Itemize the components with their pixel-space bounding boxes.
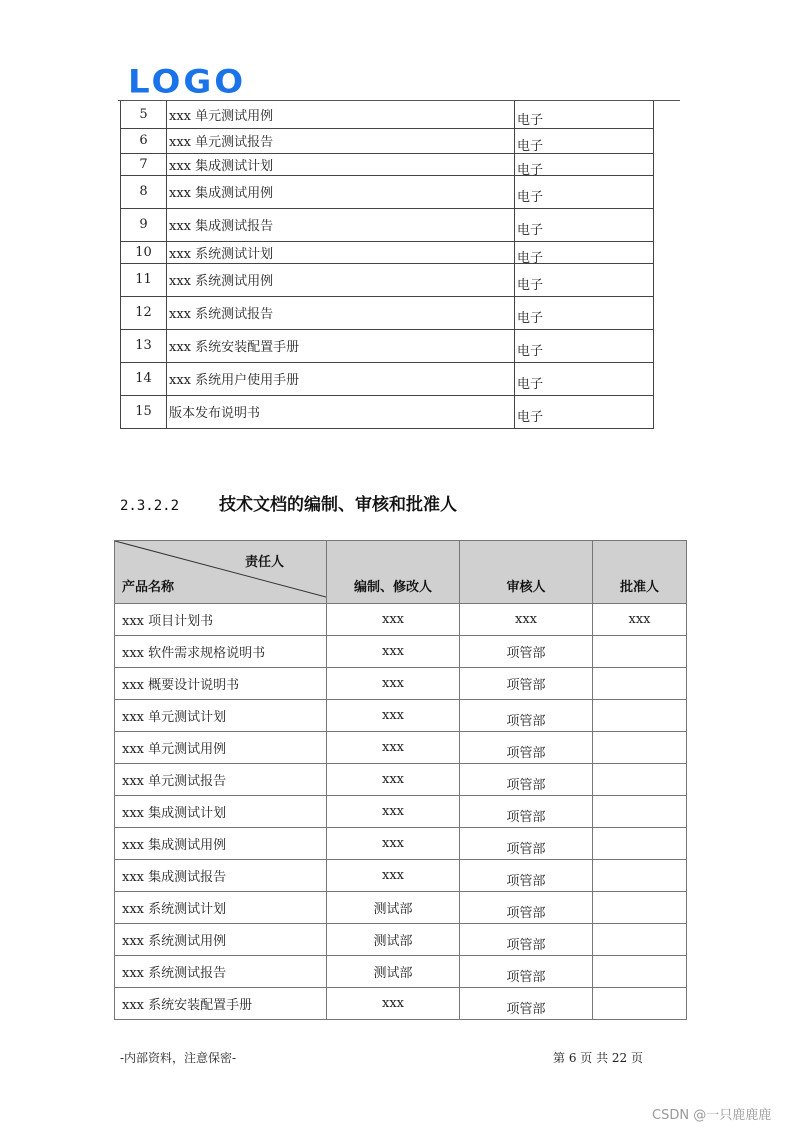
table-row <box>121 101 654 128</box>
approver-cell <box>593 828 687 860</box>
reviewer-cell <box>460 732 593 764</box>
document-type-cell <box>515 395 654 428</box>
reviewer-cell <box>460 892 593 924</box>
editor: xxx <box>382 612 404 627</box>
editor: xxx <box>382 836 404 851</box>
document-name: xxx 集成测试报告 <box>167 208 515 241</box>
row-number: 7 <box>121 153 167 175</box>
product-name-cell <box>115 668 327 700</box>
editor-cell <box>327 732 460 764</box>
reviewer: 项管部 <box>506 746 546 761</box>
row-number: 8 <box>121 175 167 208</box>
reviewer: 项管部 <box>506 778 546 793</box>
editor-cell <box>327 764 460 796</box>
editor-cell <box>327 700 460 732</box>
editor: xxx <box>382 996 404 1011</box>
approver-cell <box>593 604 687 636</box>
product-name: xxx 集成测试报告 <box>122 870 227 885</box>
reviewer: 项管部 <box>506 970 546 985</box>
approver-cell <box>593 956 687 988</box>
document-type: 电子 <box>517 190 544 205</box>
editor-cell <box>327 956 460 988</box>
reviewer-cell <box>460 764 593 796</box>
product-name: xxx 单元测试用例 <box>122 742 227 757</box>
product-name-cell <box>115 700 327 732</box>
row-number: 14 <box>121 362 167 395</box>
product-name: xxx 集成测试计划 <box>122 806 227 821</box>
editor-cell <box>327 636 460 668</box>
document-type-cell <box>515 175 654 208</box>
reviewer-cell <box>460 604 593 636</box>
document-name: xxx 系统测试计划 <box>167 241 515 263</box>
reviewer: 项管部 <box>506 646 546 661</box>
reviewer: 项管部 <box>506 810 546 825</box>
table-row <box>115 604 687 636</box>
document-name: xxx 系统安装配置手册 <box>167 329 515 362</box>
section-heading <box>120 490 457 515</box>
reviewer-cell <box>460 828 593 860</box>
table-row <box>115 668 687 700</box>
reviewer-cell <box>460 924 593 956</box>
document-type-cell <box>515 241 654 266</box>
editor: xxx <box>382 644 404 659</box>
approver: xxx <box>628 612 651 627</box>
document-type-cell <box>515 153 654 178</box>
document-type: 电子 <box>517 139 544 154</box>
document-name: xxx 单元测试用例 <box>167 101 515 128</box>
product-name: xxx 集成测试用例 <box>122 838 227 853</box>
header-approver: 批准人 <box>593 541 687 604</box>
table-row <box>115 828 687 860</box>
table-row <box>121 175 654 208</box>
approver-cell <box>593 764 687 796</box>
row-number: 6 <box>121 128 167 153</box>
table-row <box>121 329 654 362</box>
editor: 测试部 <box>373 902 413 917</box>
table-row <box>115 924 687 956</box>
row-number: 10 <box>121 241 167 263</box>
table-row <box>121 153 654 175</box>
header-reviewer: 审核人 <box>460 541 593 604</box>
document-type-cell <box>515 208 654 241</box>
editor-cell <box>327 796 460 828</box>
editor: xxx <box>382 804 404 819</box>
document-type: 电子 <box>517 410 544 425</box>
document-name: xxx 系统测试报告 <box>167 296 515 329</box>
section-number: 2.3.2.2 <box>120 498 180 514</box>
product-name: xxx 系统测试计划 <box>122 902 227 917</box>
product-name: xxx 系统测试报告 <box>122 966 227 981</box>
editor: xxx <box>382 772 404 787</box>
editor: 测试部 <box>373 966 413 981</box>
product-name-cell <box>115 988 327 1020</box>
reviewer: 项管部 <box>506 906 546 921</box>
table-row <box>115 636 687 668</box>
product-name: xxx 项目计划书 <box>122 614 214 629</box>
reviewer: 项管部 <box>506 678 546 693</box>
row-number: 12 <box>121 296 167 329</box>
editor-cell <box>327 604 460 636</box>
row-number: 11 <box>121 263 167 296</box>
reviewer-cell <box>460 796 593 828</box>
footer-page-number: 第 6 页 共 22 页 <box>553 1051 643 1065</box>
document-type: 电子 <box>517 162 544 178</box>
document-name: 版本发布说明书 <box>167 395 515 428</box>
document-name: xxx 集成测试计划 <box>167 153 515 175</box>
reviewer: xxx <box>515 612 537 627</box>
table-row <box>115 732 687 764</box>
product-name: xxx 单元测试报告 <box>122 774 227 789</box>
table-row <box>121 128 654 153</box>
table-row <box>115 796 687 828</box>
table-row <box>115 892 687 924</box>
reviewer-cell <box>460 668 593 700</box>
reviewer-cell <box>460 860 593 892</box>
product-name-cell <box>115 892 327 924</box>
table-row <box>121 241 654 263</box>
document-type-cell <box>515 329 654 362</box>
document-type-cell <box>515 296 654 329</box>
approver-cell <box>593 892 687 924</box>
reviewer: 项管部 <box>506 842 546 857</box>
product-name-cell <box>115 956 327 988</box>
reviewer-cell <box>460 636 593 668</box>
approver-cell <box>593 636 687 668</box>
table-header-row <box>115 541 687 604</box>
approver-cell <box>593 860 687 892</box>
table-row <box>115 700 687 732</box>
document-name: xxx 集成测试用例 <box>167 175 515 208</box>
header-product-name: 产品名称 <box>122 580 175 595</box>
editor-cell <box>327 924 460 956</box>
approver-cell <box>593 988 687 1020</box>
document-list-table <box>120 101 654 429</box>
approver-cell <box>593 700 687 732</box>
document-name: xxx 单元测试报告 <box>167 128 515 153</box>
section-title: 技术文档的编制、审核和批准人 <box>219 495 458 515</box>
row-number: 5 <box>121 101 167 128</box>
logo: LOGO <box>128 63 247 101</box>
product-name-cell <box>115 764 327 796</box>
editor-cell <box>327 988 460 1020</box>
editor: xxx <box>382 740 404 755</box>
document-type: 电子 <box>517 112 544 128</box>
product-name: xxx 软件需求规格说明书 <box>122 646 266 661</box>
product-name-cell <box>115 604 327 636</box>
approver-cell <box>593 796 687 828</box>
editor: 测试部 <box>373 934 413 949</box>
header-responsible: 责任人 <box>244 555 284 570</box>
document-name: xxx 系统用户使用手册 <box>167 362 515 395</box>
editor: xxx <box>382 676 404 691</box>
document-type: 电子 <box>517 311 544 326</box>
product-name-cell <box>115 828 327 860</box>
table-row <box>115 764 687 796</box>
approver-cell <box>593 668 687 700</box>
product-name: xxx 系统安装配置手册 <box>122 998 253 1013</box>
document-type-cell <box>515 101 654 128</box>
approver-cell <box>593 732 687 764</box>
document-name: xxx 系统测试用例 <box>167 263 515 296</box>
document-type: 电子 <box>517 377 544 392</box>
product-name-cell <box>115 732 327 764</box>
reviewer: 项管部 <box>506 714 546 729</box>
editor-cell <box>327 892 460 924</box>
table-row <box>121 362 654 395</box>
row-number: 9 <box>121 208 167 241</box>
table-row <box>121 395 654 428</box>
document-type-cell <box>515 263 654 296</box>
document-type-cell <box>515 128 654 153</box>
table-row <box>115 860 687 892</box>
diagonal-header-cell <box>115 541 327 604</box>
reviewer-cell <box>460 956 593 988</box>
editor-cell <box>327 860 460 892</box>
product-name-cell <box>115 796 327 828</box>
table-row <box>121 296 654 329</box>
row-number: 13 <box>121 329 167 362</box>
reviewer: 项管部 <box>506 938 546 953</box>
product-name: xxx 单元测试计划 <box>122 710 227 725</box>
product-name: xxx 系统测试用例 <box>122 934 227 949</box>
table-row <box>115 988 687 1020</box>
editor-cell <box>327 828 460 860</box>
table-row <box>115 956 687 988</box>
product-name: xxx 概要设计说明书 <box>122 678 240 693</box>
editor-cell <box>327 668 460 700</box>
approver-cell <box>593 924 687 956</box>
reviewer-cell <box>460 988 593 1020</box>
document-type: 电子 <box>517 223 544 238</box>
responsibility-table <box>114 540 687 1020</box>
document-type-cell <box>515 362 654 395</box>
document-type: 电子 <box>517 250 544 266</box>
product-name-cell <box>115 636 327 668</box>
reviewer-cell <box>460 700 593 732</box>
document-type: 电子 <box>517 344 544 359</box>
footer-confidential: -内部资料，注意保密- <box>120 1051 237 1065</box>
watermark: CSDN @一只鹿鹿鹿 <box>652 1108 772 1123</box>
reviewer: 项管部 <box>506 874 546 889</box>
table-row <box>121 208 654 241</box>
table-row <box>121 263 654 296</box>
header-editor: 编制、修改人 <box>327 541 460 604</box>
document-type: 电子 <box>517 278 544 293</box>
editor: xxx <box>382 868 404 883</box>
product-name-cell <box>115 860 327 892</box>
reviewer: 项管部 <box>506 1002 546 1017</box>
row-number: 15 <box>121 395 167 428</box>
product-name-cell <box>115 924 327 956</box>
editor: xxx <box>382 708 404 723</box>
